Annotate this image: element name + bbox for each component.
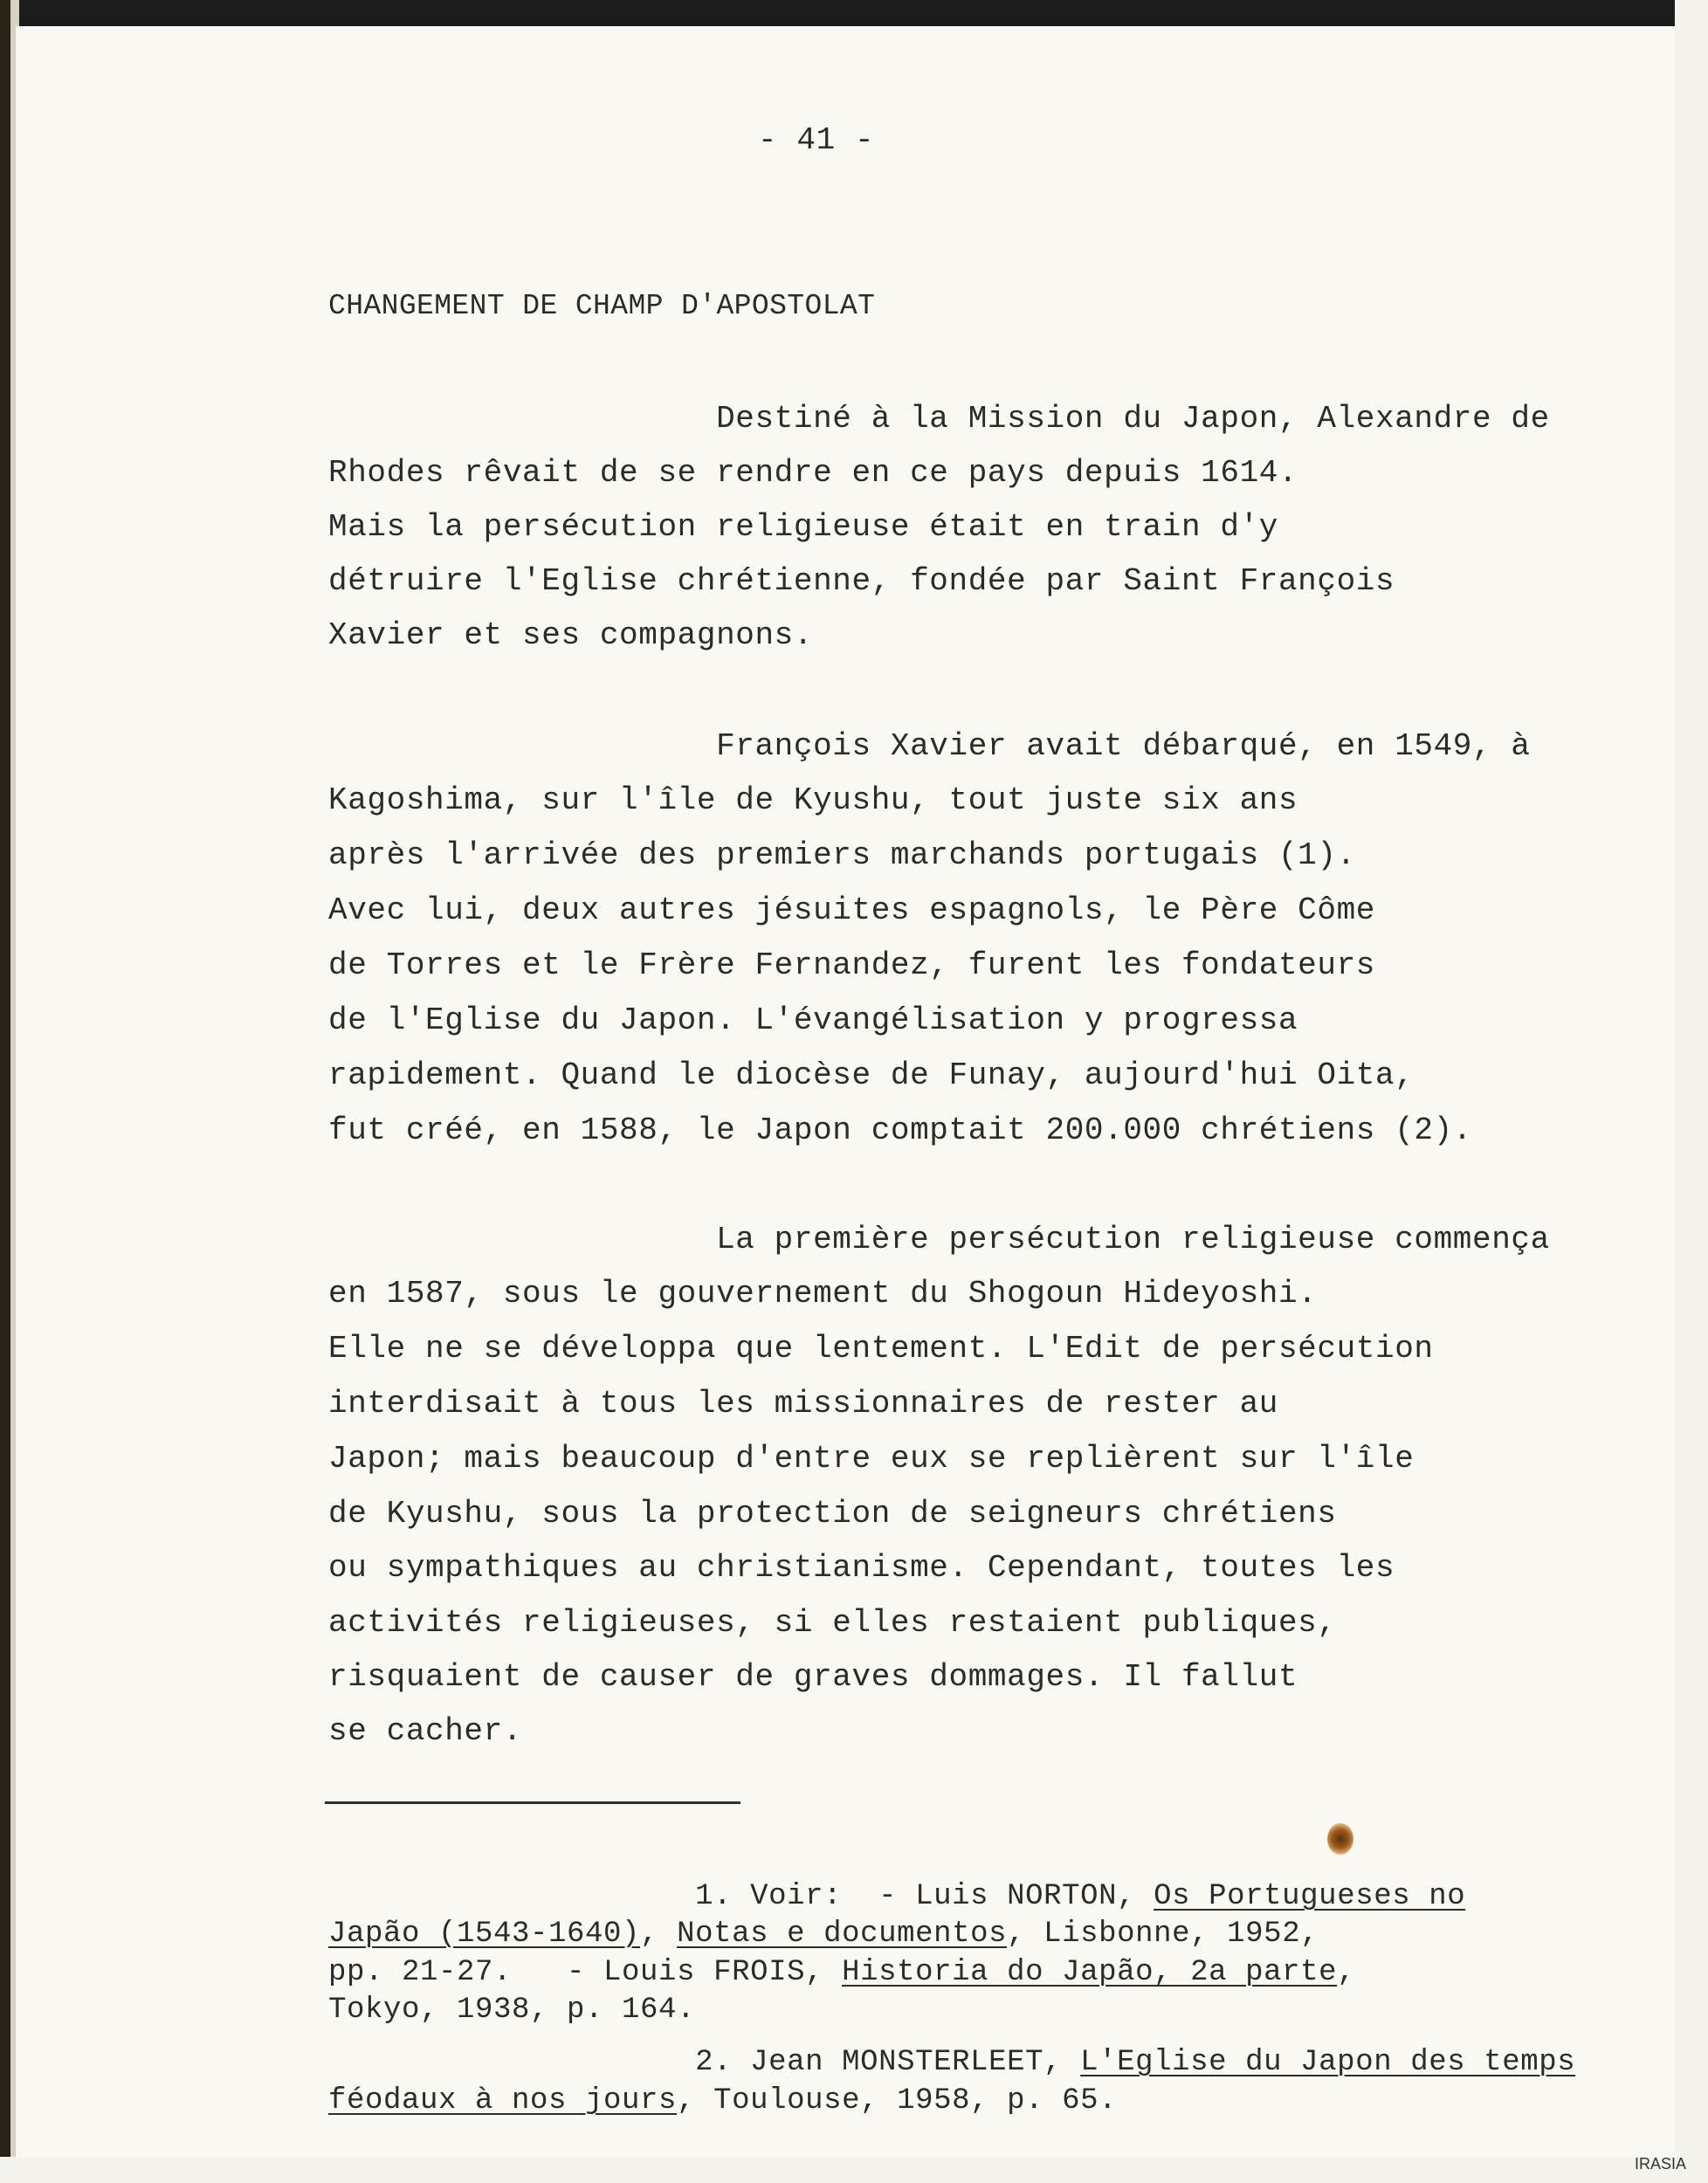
paragraph-1-line-4: détruire l'Eglise chrétienne, fondée par Saint François — [328, 563, 1395, 599]
footnote-1-line3-rest: , — [1337, 1956, 1356, 1989]
paragraph-3-line-3: Elle ne se développa que lentement. L'Edit de persécution — [328, 1331, 1434, 1367]
scan-margin-right — [1675, 0, 1708, 2183]
footnote-1-title-c: Notas e documentos — [677, 1918, 1008, 1951]
ink-stain — [1327, 1823, 1353, 1855]
footnote-1-prefix: 1. Voir: - Luis NORTON, — [328, 1880, 1154, 1913]
paragraph-3-line-1: La première persécution religieuse commença — [328, 1222, 1550, 1257]
paragraph-2-line-8: fut créé, en 1588, le Japon comptait 200.000 chrétiens (2). — [328, 1112, 1473, 1148]
footnote-1-line-2 — [328, 1918, 1319, 1951]
paragraph-2-line-4: Avec lui, deux autres jésuites espagnols, le Père Côme — [328, 892, 1375, 928]
paragraph-3-line-9: risquaient de causer de graves dommages. Il fallut — [328, 1659, 1298, 1695]
paragraph-3-line-5: Japon; mais beaucoup d'entre eux se replièrent sur l'île — [328, 1441, 1415, 1477]
book-binding-edge — [0, 0, 10, 2183]
paragraph-2-line-6: de l'Eglise du Japon. L'évangélisation y progressa — [328, 1002, 1298, 1038]
paragraph-1-line-5: Xavier et ses compagnons. — [328, 617, 814, 653]
paragraph-2-line-2: Kagoshima, sur l'île de Kyushu, tout juste six ans — [328, 782, 1298, 818]
footnote-1-title-a: Os Portugueses no — [1154, 1880, 1466, 1913]
paragraph-1-line-2: Rhodes rêvait de se rendre en ce pays depuis 1614. — [328, 455, 1298, 491]
footnote-1-line2-rest: , Lisbonne, 1952, — [1007, 1918, 1319, 1951]
paragraph-3-line-10: se cacher. — [328, 1713, 523, 1749]
footnote-2-line2-rest: , Toulouse, 1958, p. 65. — [677, 2084, 1118, 2118]
paragraph-2-line-5: de Torres et le Frère Fernandez, furent les fondateurs — [328, 947, 1375, 983]
paragraph-2-line-1: François Xavier avait débarqué, en 1549, à — [328, 728, 1531, 764]
footnote-1-line-3 — [328, 1956, 1355, 1989]
footnote-2-prefix: 2. Jean MONSTERLEET, — [328, 2046, 1081, 2079]
footnote-1-title-b: Japão (1543-1640) — [328, 1918, 641, 1951]
paragraph-3-line-4: interdisait à tous les missionnaires de rester au — [328, 1386, 1278, 1422]
paragraph-2-line-7: rapidement. Quand le diocèse de Funay, aujourd'hui Oita, — [328, 1057, 1415, 1093]
footnote-2-line-2 — [328, 2084, 1117, 2118]
footnote-1-line3-prefix: pp. 21-27. - Louis FROIS, — [328, 1956, 843, 1989]
footnote-2-line-1 — [328, 2046, 1575, 2079]
page-number: - 41 - — [758, 122, 875, 158]
footnote-1-title-d: Historia do Japão, 2a parte — [842, 1956, 1338, 1989]
paragraph-1-line-1: Destiné à la Mission du Japon, Alexandre de — [328, 401, 1550, 437]
footnote-1-sep: , — [640, 1918, 678, 1951]
footnote-2-title-a: L'Eglise du Japon des temps — [1080, 2046, 1576, 2079]
paragraph-2-line-3: après l'arrivée des premiers marchands portugais (1). — [328, 837, 1356, 873]
paragraph-3-line-8: activités religieuses, si elles restaient publiques, — [328, 1605, 1337, 1641]
paragraph-1-line-3: Mais la persécution religieuse était en train d'y — [328, 509, 1278, 545]
section-heading: CHANGEMENT DE CHAMP D'APOSTOLAT — [328, 290, 876, 322]
footnote-2-title-b: féodaux à nos jours — [328, 2084, 678, 2118]
paragraph-3-line-7: ou sympathiques au christianisme. Cependant, toutes les — [328, 1550, 1395, 1586]
footnote-1-line-1 — [328, 1880, 1465, 1913]
footnote-separator — [325, 1801, 740, 1804]
footnote-1-line-4: Tokyo, 1938, p. 164. — [328, 1994, 696, 2027]
scan-margin-bottom — [0, 2157, 1708, 2183]
paragraph-3-line-2: en 1587, sous le gouvernement du Shogoun Hideyoshi. — [328, 1276, 1318, 1312]
watermark-label: IRASIA — [1635, 2155, 1687, 2173]
paragraph-3-line-6: de Kyushu, sous la protection de seigneurs chrétiens — [328, 1496, 1337, 1532]
